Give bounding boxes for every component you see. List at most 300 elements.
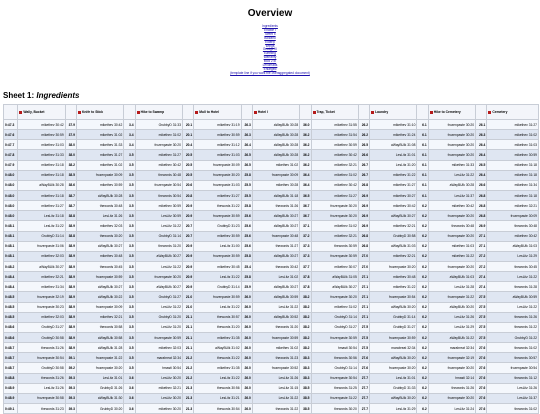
- table-cell-value: 26.8: [476, 211, 487, 221]
- table-cell-value: 38.3: [300, 363, 311, 373]
- table-cell-entry: mikethev 30:42: [18, 120, 65, 130]
- table-cell-value: 21.1: [182, 312, 193, 322]
- table-cell-value: 6.2: [417, 353, 428, 363]
- row-time: 0:48.8: [4, 373, 18, 383]
- nav-link-ingredients[interactable]: Ingredients: [262, 24, 278, 28]
- table-cell-value: 3.5: [124, 190, 135, 200]
- column-header[interactable]: [18, 105, 65, 120]
- table-cell-value: 38.9: [65, 241, 76, 251]
- table-cell-value: 21.0: [182, 302, 193, 312]
- table-cell-entry: LesLitz 31:29: [370, 403, 417, 413]
- table-row: [4, 180, 539, 190]
- column-header[interactable]: [487, 105, 539, 120]
- table-cell-value: 27.5: [358, 343, 369, 353]
- table-cell-value: 25.6: [241, 231, 252, 241]
- column-header: [417, 105, 428, 120]
- table-cell-entry: LesLitz 31:22: [487, 272, 539, 282]
- table-cell-value: 20.1: [182, 130, 193, 140]
- table-cell-entry: aWayBUlk 30:20: [428, 302, 475, 312]
- table-cell-entry: frozenpaste 30:20: [370, 363, 417, 373]
- table-cell-entry: LesLitz 31:22: [487, 302, 539, 312]
- table-cell-entry: frozenpaste 32:19: [18, 292, 65, 302]
- table-cell-value: 26.9: [358, 201, 369, 211]
- table-cell-value: 20.7: [182, 231, 193, 241]
- table-cell-value: 6.2: [417, 403, 428, 413]
- table-cell-entry: thewords 31:25: [311, 383, 358, 393]
- table-cell-entry: thewords 31:22: [194, 353, 241, 363]
- column-header[interactable]: [311, 105, 358, 120]
- table-cell-entry: mikethev 31:18: [487, 160, 539, 170]
- table-cell-value: 3.5: [124, 241, 135, 251]
- table-cell-entry: frozenpaste 30:58: [18, 393, 65, 403]
- table-cell-entry: mikethev 30:27: [370, 190, 417, 200]
- table-cell-value: 3.4: [124, 140, 135, 150]
- table-cell-entry: aWayBUlk 30:27: [370, 211, 417, 221]
- nav-link-enable-i[interactable]: Enable I: [264, 27, 276, 32]
- table-cell-value: 38.9: [65, 332, 76, 342]
- table-cell-entry: mikethev 31:03: [194, 150, 241, 160]
- table-cell-value: 26.9: [476, 221, 487, 231]
- table-cell-entry: mikethev 32:03: [135, 343, 182, 353]
- table-cell-entry: thewords 31:26: [18, 343, 65, 353]
- table-cell-value: 26.5: [476, 160, 487, 170]
- table-cell-entry: mikethev 31:54: [311, 130, 358, 140]
- table-cell-entry: mikethev 32:03: [18, 312, 65, 322]
- table-cell-value: 6.2: [417, 282, 428, 292]
- table-cell-entry: mikethev 31:02: [252, 343, 299, 353]
- table-cell-entry: mikethev 31:02: [311, 302, 358, 312]
- sort-marker-icon: [195, 111, 198, 114]
- table-row: [4, 282, 539, 292]
- table-cell-entry: mikethev 31:18: [18, 160, 65, 170]
- table-cell-value: 6.1: [417, 190, 428, 200]
- table-cell-entry: thewords 30:48: [428, 221, 475, 231]
- table-cell-entry: frozenpaste 30:23: [18, 302, 65, 312]
- table-cell-value: 27.7: [358, 403, 369, 413]
- table-cell-value: 25.4: [241, 261, 252, 271]
- row-time: 0:48.9: [4, 383, 18, 393]
- table-cell-value: 20.8: [182, 190, 193, 200]
- table-cell-value: 38.2: [300, 292, 311, 302]
- table-cell-value: 27.6: [476, 403, 487, 413]
- table-cell-value: 3.5: [124, 221, 135, 231]
- table-cell-entry: mikethev 32:21: [487, 201, 539, 211]
- table-cell-value: 6.2: [417, 383, 428, 393]
- table-cell-entry: mikethev 31:27: [135, 150, 182, 160]
- table-cell-value: 20.9: [182, 251, 193, 261]
- nav-link-tweet-ii[interactable]: Tweet II: [264, 31, 276, 36]
- table-header-row: [4, 105, 539, 120]
- table-cell-entry: LesLitz 31:22: [194, 373, 241, 383]
- table-cell-entry: mikethev 30:20: [135, 403, 182, 413]
- table-cell-entry: frozenpaste 30:09: [194, 160, 241, 170]
- table-cell-value: 6.2: [417, 211, 428, 221]
- table-cell-value: 6.2: [417, 322, 428, 332]
- table-cell-entry: thewords 31:12: [487, 373, 539, 383]
- table-cell-value: 21.3: [182, 403, 193, 413]
- sheet-label: Sheet 1:: [3, 91, 35, 100]
- table-cell-entry: mikethev 31:34: [18, 282, 65, 292]
- row-time: 0:48.1: [4, 221, 18, 231]
- nav-link-warranty[interactable]: Warranty: [263, 55, 277, 60]
- table-cell-entry: thewords 31:22: [487, 322, 539, 332]
- table-cell-value: 6.2: [417, 231, 428, 241]
- sort-marker-icon: [313, 111, 316, 114]
- table-cell-value: 27.5: [476, 292, 487, 302]
- table-cell-entry: GrubbyD 30:58: [18, 332, 65, 342]
- table-cell-value: 27.2: [476, 251, 487, 261]
- table-cell-value: 20.9: [182, 241, 193, 251]
- table-cell-entry: frozenpaste 30:59: [135, 332, 182, 342]
- table-cell-value: 27.4: [476, 282, 487, 292]
- table-cell-entry: mikethev 31:27: [77, 150, 124, 160]
- table-cell-value: 27.1: [358, 292, 369, 302]
- table-cell-value: 27.6: [358, 353, 369, 363]
- table-cell-value: 38.9: [65, 251, 76, 261]
- table-cell-entry: mikethev 31:02: [135, 130, 182, 140]
- table-cell-value: 26.9: [358, 190, 369, 200]
- table-cell-value: 38.0: [65, 140, 76, 150]
- table-cell-entry: mikethev 31:03: [428, 241, 475, 251]
- column-header[interactable]: [135, 105, 182, 120]
- table-cell-value: 26.7: [358, 170, 369, 180]
- row-time: 0:48.0: [4, 190, 18, 200]
- table-row: [4, 292, 539, 302]
- table-cell-entry: thewords 31:26: [487, 312, 539, 322]
- table-cell-value: 3.5: [124, 272, 135, 282]
- table-cell-value: 27.4: [476, 272, 487, 282]
- table-cell-entry: aWayBUlk 30:28: [77, 190, 124, 200]
- table-cell-value: 27.5: [358, 322, 369, 332]
- table-cell-value: 3.5: [124, 353, 135, 363]
- table-cell-entry: hmasti 32:14: [428, 373, 475, 383]
- table-cell-value: 6.2: [417, 343, 428, 353]
- table-cell-entry: mikethev 32:21: [311, 231, 358, 241]
- table-cell-value: 20.9: [182, 211, 193, 221]
- table-cell-entry: mikethev 30:59: [194, 130, 241, 140]
- table-cell-value: 38.9: [65, 302, 76, 312]
- nav-link-lexomads[interactable]: Lexomads: [262, 63, 278, 68]
- table-cell-entry: thewords 31:02: [487, 343, 539, 353]
- table-cell-entry: frozenpaste 30:20: [428, 393, 475, 403]
- table-cell-entry: mikethev 31:27: [311, 190, 358, 200]
- table-cell-entry: mikethev 31:33: [428, 160, 475, 170]
- column-header-label: Hotel I: [257, 110, 268, 114]
- table-cell-entry: mikethev 31:12: [194, 140, 241, 150]
- table-cell-entry: frozenpaste 30:20: [428, 261, 475, 271]
- table-cell-value: 26.4: [476, 170, 487, 180]
- table-cell-value: 37.9: [65, 120, 76, 130]
- table-cell-value: 39.3: [65, 373, 76, 383]
- column-header: [300, 105, 311, 120]
- table-cell-value: 20.5: [182, 150, 193, 160]
- table-cell-entry: thewords 30:54: [194, 403, 241, 413]
- table-row: [4, 221, 539, 231]
- table-cell-value: 26.0: [241, 322, 252, 332]
- row-time: 0:47.8: [4, 150, 18, 160]
- table-cell-value: 36.2: [300, 130, 311, 140]
- table-cell-entry: mikethev 31:35: [194, 363, 241, 373]
- table-cell-value: 21.2: [182, 373, 193, 383]
- table-cell-entry: thewords 31:20: [252, 322, 299, 332]
- table-cell-value: 36.2: [300, 150, 311, 160]
- table-cell-value: 20.6: [182, 180, 193, 190]
- table-cell-value: 27.5: [476, 332, 487, 342]
- table-cell-value: 38.9: [65, 282, 76, 292]
- table-cell-value: 38.9: [65, 261, 76, 271]
- table-cell-entry: thewords 30:54: [135, 190, 182, 200]
- column-header[interactable]: [428, 105, 475, 120]
- column-header-label: Laundry: [375, 110, 389, 114]
- table-cell-entry: aWayBUlk 30:27: [77, 241, 124, 251]
- table-cell-value: 6.2: [417, 241, 428, 251]
- table-cell-value: 3.5: [124, 282, 135, 292]
- table-cell-entry: frozenpaste 30:20: [194, 170, 241, 180]
- table-cell-entry: LesLitz 31:37: [428, 190, 475, 200]
- table-cell-entry: mikethev 31:02: [487, 130, 539, 140]
- table-cell-entry: mikethev 30:59: [77, 180, 124, 190]
- table-cell-entry: aWayBUlk 31:03: [370, 241, 417, 251]
- table-cell-entry: LesLitz 31:22: [18, 221, 65, 231]
- table-cell-value: 27.0: [358, 251, 369, 261]
- table-cell-value: 38.5: [65, 170, 76, 180]
- table-cell-value: 6.2: [417, 332, 428, 342]
- table-cell-value: 36.2: [300, 160, 311, 170]
- table-cell-entry: aWayBUlk 31:30: [77, 393, 124, 403]
- table-cell-entry: mikethev 30:59: [194, 231, 241, 241]
- table-cell-value: 21.1: [182, 343, 193, 353]
- table-cell-value: 26.3: [476, 130, 487, 140]
- table-cell-entry: GrubbyD 31:14: [135, 231, 182, 241]
- table-cell-entry: LesLitz 31:22: [252, 302, 299, 312]
- table-cell-value: 3.6: [124, 393, 135, 403]
- table-cell-entry: aWayBUlk 31:28: [77, 343, 124, 353]
- sort-marker-icon: [488, 111, 491, 114]
- table-cell-value: 26.8: [358, 180, 369, 190]
- table-cell-value: 6.2: [417, 312, 428, 322]
- table-cell-value: 6.1: [417, 150, 428, 160]
- row-time: 0:48.4: [4, 282, 18, 292]
- table-cell-value: 3.6: [124, 373, 135, 383]
- table-cell-value: 27.5: [476, 312, 487, 322]
- table-cell-value: 26.0: [241, 373, 252, 383]
- table-cell-value: 37.3: [300, 251, 311, 261]
- table-cell-entry: frozenpaste 31:22: [311, 393, 358, 403]
- table-cell-value: 38.9: [65, 312, 76, 322]
- table-cell-value: 25.8: [241, 272, 252, 282]
- row-time: 0:48.7: [4, 343, 18, 353]
- table-cell-value: 37.8: [300, 282, 311, 292]
- table-cell-value: 3.4: [124, 130, 135, 140]
- table-row: [4, 130, 539, 140]
- table-cell-entry: mikethev 30:42: [370, 201, 417, 211]
- table-cell-value: 3.5: [124, 322, 135, 332]
- table-cell-entry: LesLitz 31:37: [487, 393, 539, 403]
- table-cell-value: 6.2: [417, 363, 428, 373]
- table-cell-entry: LesLitz 31:00: [194, 241, 241, 251]
- table-cell-entry: marabreat 32:34: [370, 343, 417, 353]
- table-cell-entry: frozenpaste 31:22: [428, 292, 475, 302]
- table-cell-entry: aWayBUlk 30:52: [252, 312, 299, 322]
- table-cell-value: 6.1: [417, 180, 428, 190]
- table-cell-entry: GrubbyD 31:26: [77, 383, 124, 393]
- table-cell-value: 26.2: [358, 130, 369, 140]
- nav-footer-link[interactable]: (template line if you want the overaggregated document): [230, 70, 310, 75]
- row-time: 0:47.6: [4, 130, 18, 140]
- table-cell-value: 38.9: [65, 292, 76, 302]
- table-cell-entry: mikethev 30:42: [77, 120, 124, 130]
- table-cell-value: 27.7: [358, 373, 369, 383]
- table-cell-entry: mikethev 32:03: [18, 251, 65, 261]
- table-cell-entry: aWayBUlk 30:28: [252, 140, 299, 150]
- table-cell-value: 27.1: [358, 272, 369, 282]
- table-cell-value: 26.0: [241, 383, 252, 393]
- table-cell-value: 21.3: [182, 393, 193, 403]
- table-cell-value: 25.8: [241, 251, 252, 261]
- table-cell-entry: aWayBUlk 30:28: [252, 130, 299, 140]
- table-cell-entry: aWayBUlk 30:28: [428, 180, 475, 190]
- table-cell-value: 27.6: [476, 343, 487, 353]
- table-cell-entry: frozenpaste 30:52: [252, 363, 299, 373]
- table-cell-value: 26.8: [476, 201, 487, 211]
- table-cell-entry: frozenpaste 30:54: [18, 353, 65, 363]
- table-cell-value: 6.2: [417, 272, 428, 282]
- table-cell-entry: LesLitz 30:20: [135, 373, 182, 383]
- table-cell-value: 21.1: [182, 332, 193, 342]
- table-cell-value: 20.1: [182, 120, 193, 130]
- table-cell-value: 3.5: [124, 150, 135, 160]
- table-cell-value: 36.0: [300, 120, 311, 130]
- sort-marker-icon: [19, 111, 22, 114]
- table-cell-entry: frozenpaste 30:20: [311, 201, 358, 211]
- table-cell-entry: hmasti 30:54: [311, 343, 358, 353]
- table-cell-value: 3.5: [124, 211, 135, 221]
- column-header[interactable]: [370, 105, 417, 120]
- nav-link-bolzano[interactable]: Bolzano: [264, 35, 276, 40]
- column-header: [4, 105, 18, 120]
- nav-link-elderly[interactable]: Elderly: [265, 39, 275, 44]
- table-cell-value: 3.5: [124, 231, 135, 241]
- table-cell-value: 3.5: [124, 343, 135, 353]
- table-row: [4, 251, 539, 261]
- nav-link-enlarged[interactable]: Enlarged: [263, 66, 277, 71]
- table-cell-value: 38.9: [65, 322, 76, 332]
- table-cell-entry: frozenpaste 31:22: [77, 353, 124, 363]
- column-header[interactable]: [77, 105, 124, 120]
- table-cell-value: 20.9: [182, 272, 193, 282]
- row-time: 0:48.6: [4, 322, 18, 332]
- table-cell-entry: aWayBUlk 31:22: [428, 332, 475, 342]
- table-cell-entry: frozenpaste 30:20: [428, 130, 475, 140]
- table-cell-entry: aWayBUlk 30:27: [18, 261, 65, 271]
- table-cell-value: 27.6: [358, 363, 369, 373]
- table-cell-entry: GrubbyD 30:58: [18, 363, 65, 373]
- table-cell-entry: mikethev 31:55: [311, 120, 358, 130]
- table-cell-entry: mikethev 30:42: [135, 160, 182, 170]
- table-row: [4, 302, 539, 312]
- table-cell-entry: thewords 30:57: [194, 312, 241, 322]
- table-cell-entry: thewords 31:02: [487, 403, 539, 413]
- nav-link-mod-2-iii[interactable]: Mod 2 III: [263, 59, 277, 64]
- table-cell-entry: mikethev 30:59: [487, 150, 539, 160]
- table-cell-value: 26.5: [358, 140, 369, 150]
- table-cell-entry: thewords 31:28: [487, 282, 539, 292]
- nav-link-earthing[interactable]: Earthing: [264, 51, 276, 56]
- table-cell-entry: mikethev 31:18: [18, 190, 65, 200]
- table-cell-value: 26.8: [358, 241, 369, 251]
- table-cell-entry: LesLitz 31:22: [428, 170, 475, 180]
- nav-link-wings[interactable]: Wings: [265, 43, 275, 48]
- table-cell-entry: frozenpaste 30:09: [487, 211, 539, 221]
- table-cell-value: 26.7: [358, 160, 369, 170]
- table-cell-entry: frozenpaste 30:59: [311, 332, 358, 342]
- table-cell-value: 26.2: [358, 120, 369, 130]
- table-cell-entry: aWayBUlk 30:27: [135, 251, 182, 261]
- table-cell-entry: frozenpaste 30:59: [194, 292, 241, 302]
- table-cell-value: 36.4: [300, 170, 311, 180]
- table-cell-value: 38.6: [65, 180, 76, 190]
- table-cell-entry: frozenpaste 32:19: [428, 353, 475, 363]
- table-cell-entry: frozenpaste 30:20: [311, 211, 358, 221]
- table-cell-entry: LesLitz 31:29: [428, 322, 475, 332]
- table-cell-value: 36.5: [300, 190, 311, 200]
- nav-link-grudge-iii[interactable]: Grudge III: [262, 47, 278, 52]
- table-cell-value: 38.3: [300, 373, 311, 383]
- table-cell-entry: aWayBUlk 30:27: [135, 282, 182, 292]
- table-cell-entry: thewords 30:58: [77, 322, 124, 332]
- column-header-label: Trap, Ticket: [316, 110, 335, 114]
- column-header[interactable]: [252, 105, 299, 120]
- table-cell-value: 36.2: [300, 140, 311, 150]
- table-row: [4, 231, 539, 241]
- table-cell-entry: thewords 30:48: [77, 201, 124, 211]
- column-header[interactable]: [194, 105, 241, 120]
- table-cell-entry: mikethev 31:22: [370, 170, 417, 180]
- column-header-label: Wally, Bucket: [23, 110, 45, 114]
- table-cell-value: 3.5: [124, 201, 135, 211]
- table-cell-entry: mikethev 31:02: [77, 160, 124, 170]
- table-cell-value: 27.1: [358, 312, 369, 322]
- table-cell-value: 3.5: [124, 261, 135, 271]
- table-cell-entry: mikethev 30:59: [311, 140, 358, 150]
- table-cell-value: 27.1: [476, 241, 487, 251]
- table-cell-entry: mikethev 31:10: [370, 120, 417, 130]
- table-cell-entry: LesLitz 31:01: [370, 373, 417, 383]
- table-cell-value: 27.7: [358, 383, 369, 393]
- table-cell-value: 27.1: [358, 282, 369, 292]
- table-cell-entry: aWayBUlk 30:27: [252, 211, 299, 221]
- table-row: [4, 211, 539, 221]
- table-cell-value: 27.1: [358, 302, 369, 312]
- table-cell-entry: aWayBUlk 31:18: [252, 190, 299, 200]
- table-cell-entry: GrubbyD 31:23: [194, 221, 241, 231]
- row-time: 0:49.1: [4, 403, 18, 413]
- table-row: [4, 170, 539, 180]
- column-header-label: Hike to Swamp: [140, 110, 165, 114]
- table-cell-entry: frozenpaste 30:48: [252, 231, 299, 241]
- table-body: [4, 105, 539, 414]
- table-cell-entry: hmasti 30:54: [135, 363, 182, 373]
- table-row: [4, 201, 539, 211]
- table-cell-value: 36.7: [300, 211, 311, 221]
- table-cell-entry: mikethev 31:02: [311, 221, 358, 231]
- table-cell-entry: LesLitz 30:59: [135, 211, 182, 221]
- table-cell-entry: aWayBUlk 30:28: [252, 150, 299, 160]
- table-cell-value: 26.4: [476, 150, 487, 160]
- table-cell-value: 25.6: [241, 241, 252, 251]
- table-cell-value: 20.9: [182, 201, 193, 211]
- table-cell-entry: mikethev 31:19: [194, 120, 241, 130]
